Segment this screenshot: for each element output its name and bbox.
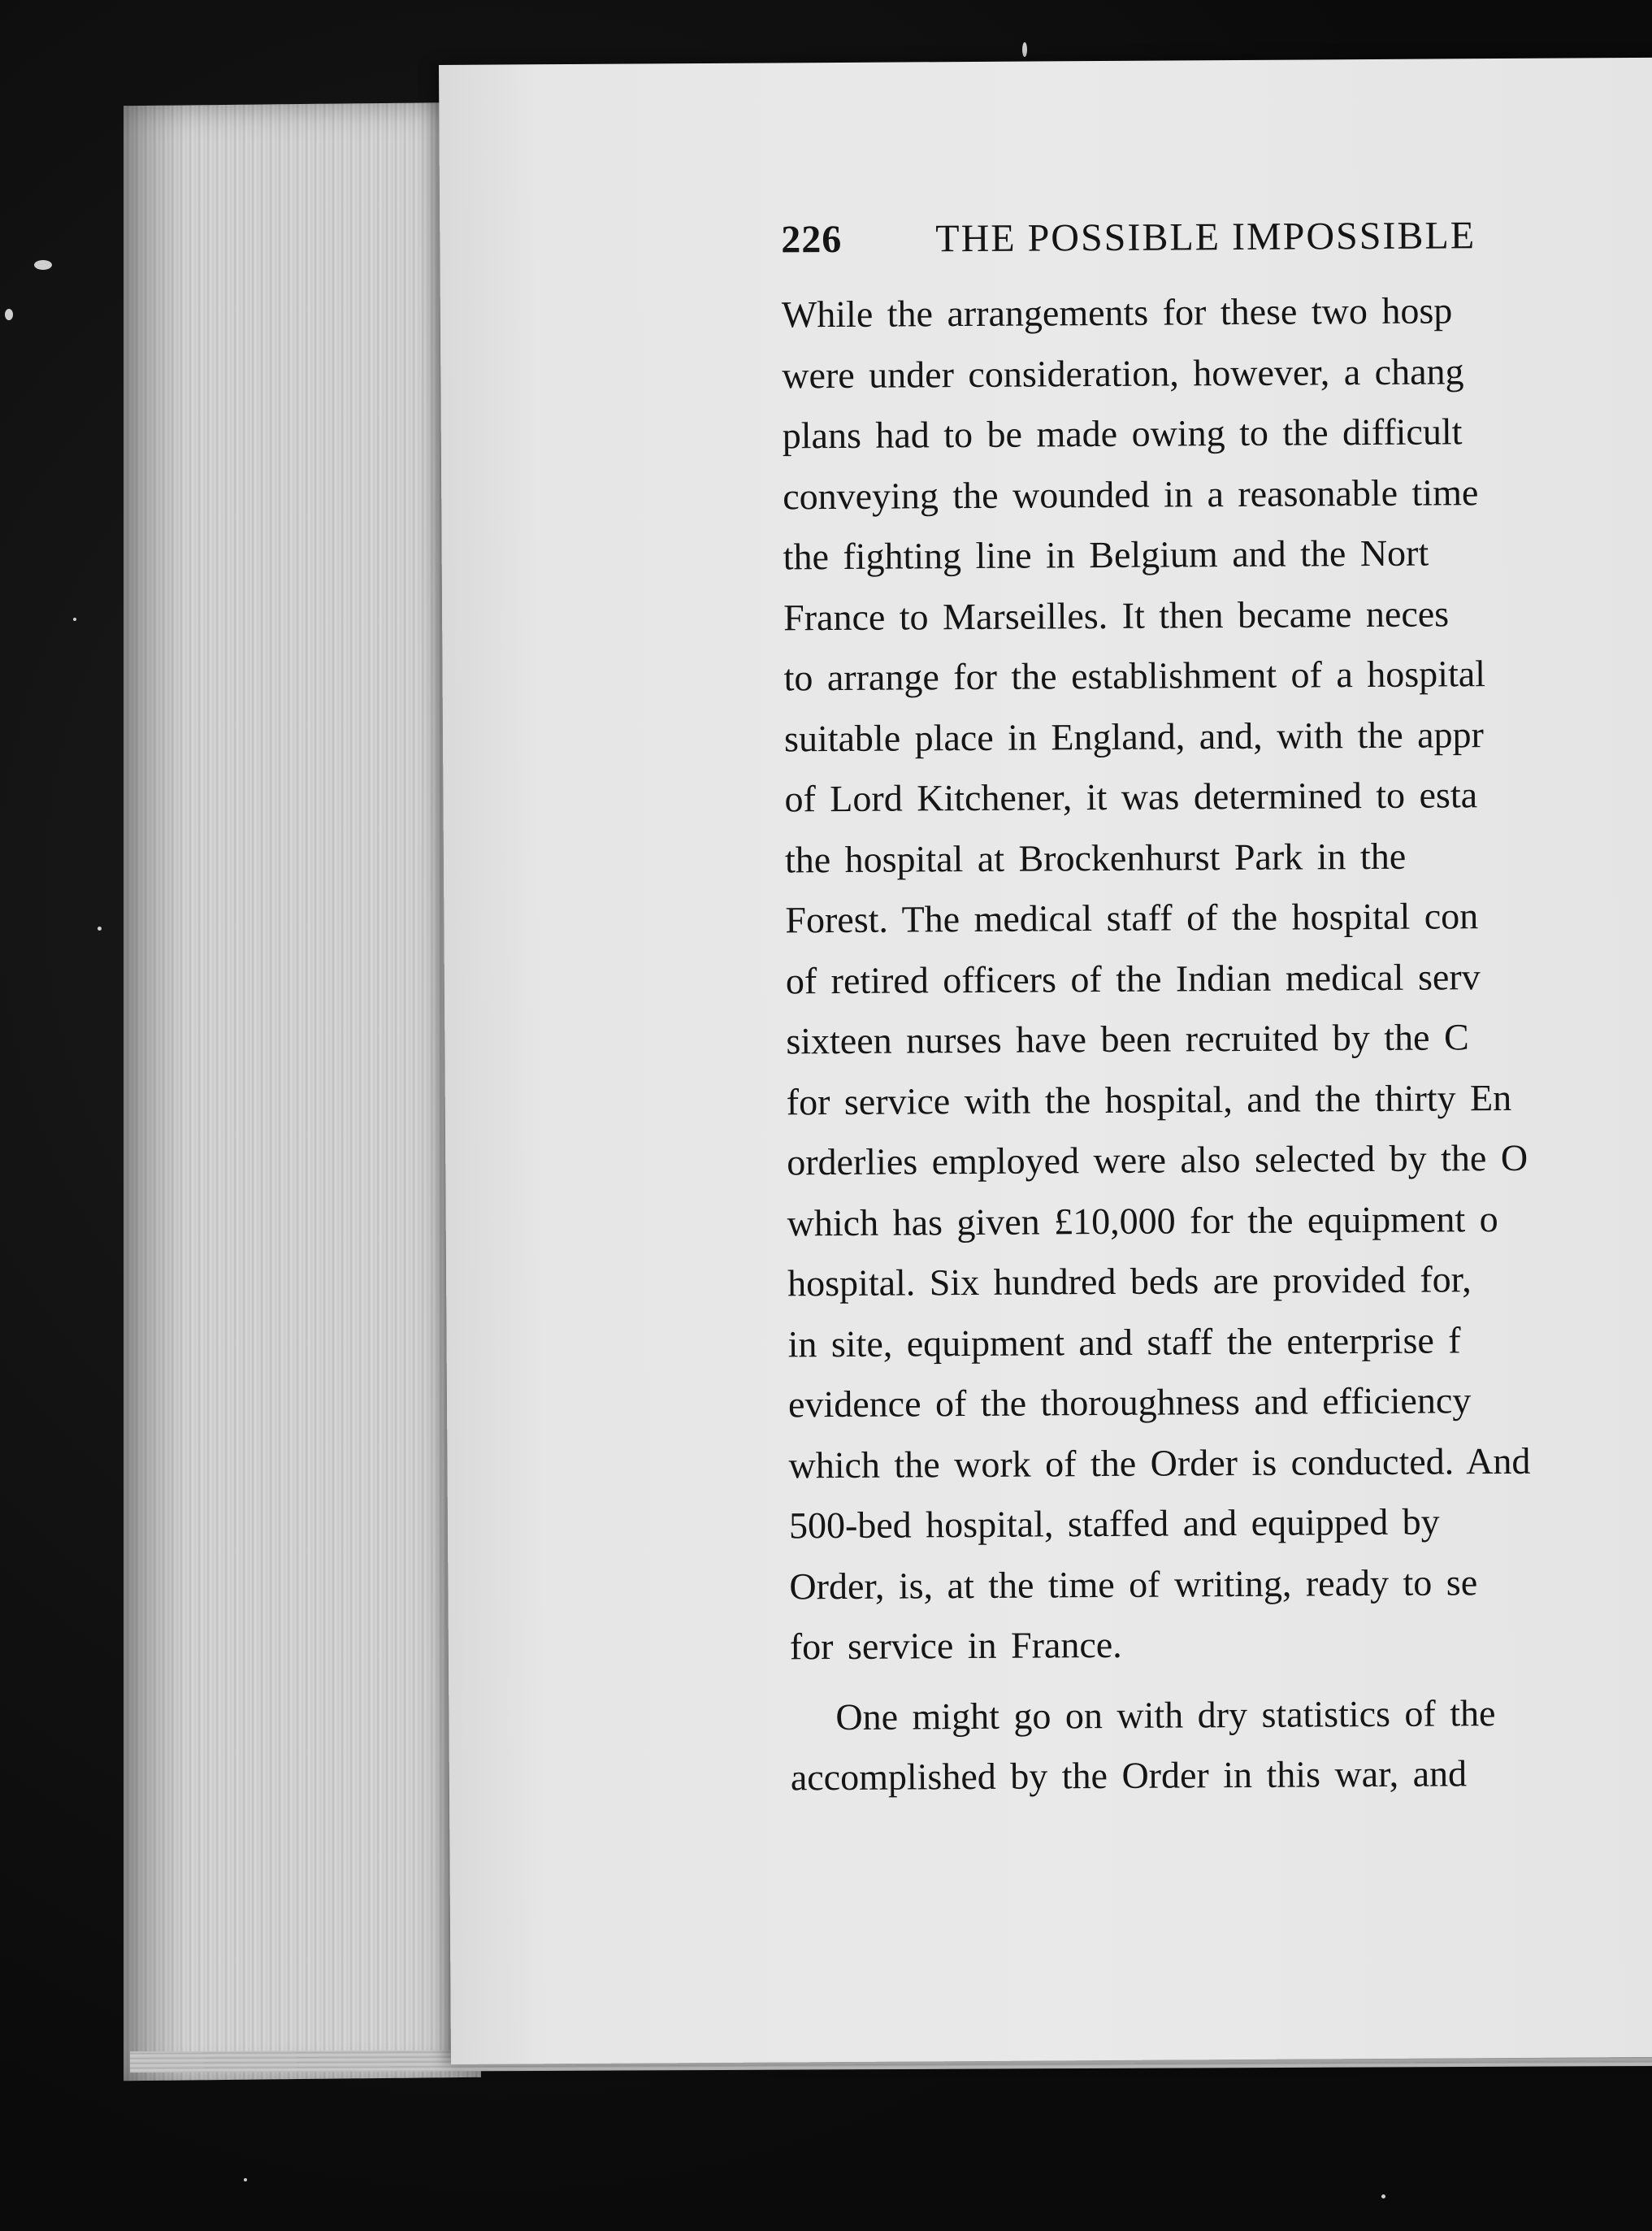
text-line: While the arrangements for these two hosp [781, 289, 1453, 336]
scan-speck [73, 618, 76, 621]
scan-speck [1381, 2194, 1385, 2198]
text-line: orderlies employed were also selected by the O [787, 1136, 1528, 1183]
page-text-block [781, 211, 1652, 1808]
text-line: plans had to be made owing to the difficult [782, 410, 1463, 457]
text-line: hospital. Six hundred beds are provided for, [787, 1258, 1472, 1304]
text-line: of Lord Kitchener, it was determined to esta [784, 774, 1478, 820]
text-line: the fighting line in Belgium and the Nort [783, 532, 1429, 578]
text-line: evidence of the thoroughness and efficiency [787, 1379, 1472, 1426]
text-line: Forest. The medical staff of the hospital con [785, 895, 1479, 941]
text-line: 500-bed hospital, staffed and equipped by [788, 1500, 1440, 1547]
paragraph-1 [782, 278, 1652, 1677]
scan-speck [34, 260, 52, 270]
text-line: Order, is, at the time of writing, ready to se [789, 1560, 1478, 1607]
scan-speck [244, 2178, 247, 2181]
page-stack-edges [124, 102, 481, 2081]
book-page [439, 58, 1652, 2064]
paragraph-2 [790, 1681, 1652, 1808]
page-number: 226 [781, 217, 843, 262]
text-line: for service with the hospital, and the thirty En [786, 1076, 1512, 1122]
scan-speck [98, 927, 102, 931]
text-line: One might go on with dry statistics of the [835, 1691, 1496, 1738]
text-line: conveying the wounded in a reasonable time [783, 471, 1479, 517]
text-line: sixteen nurses have been recruited by the C [786, 1016, 1469, 1062]
scan-speck [5, 309, 13, 320]
text-line: accomplished by the Order in this war, and [790, 1752, 1468, 1799]
text-line: in site, equipment and staff the enterprise f [787, 1318, 1461, 1365]
text-line: which has given £10,000 for the equipment o [787, 1197, 1498, 1244]
scan-speck [1022, 42, 1027, 57]
text-line: of retired officers of the Indian medical serv [785, 955, 1481, 1001]
text-line: which the work of the Order is conducted. And [788, 1439, 1531, 1486]
text-line: were under consideration, however, a chang [782, 349, 1464, 396]
text-line: for service in France. [789, 1623, 1122, 1668]
text-line: France to Marseilles. It then became neces [783, 592, 1450, 638]
running-head [781, 211, 1652, 262]
text-line: the hospital at Brockenhurst Park in the [784, 835, 1407, 880]
text-line: suitable place in England, and, with the appr [783, 713, 1485, 759]
running-title: THE POSSIBLE IMPOSSIBLE [935, 214, 1476, 261]
text-line: to arrange for the establishment of a hospital [783, 653, 1486, 699]
